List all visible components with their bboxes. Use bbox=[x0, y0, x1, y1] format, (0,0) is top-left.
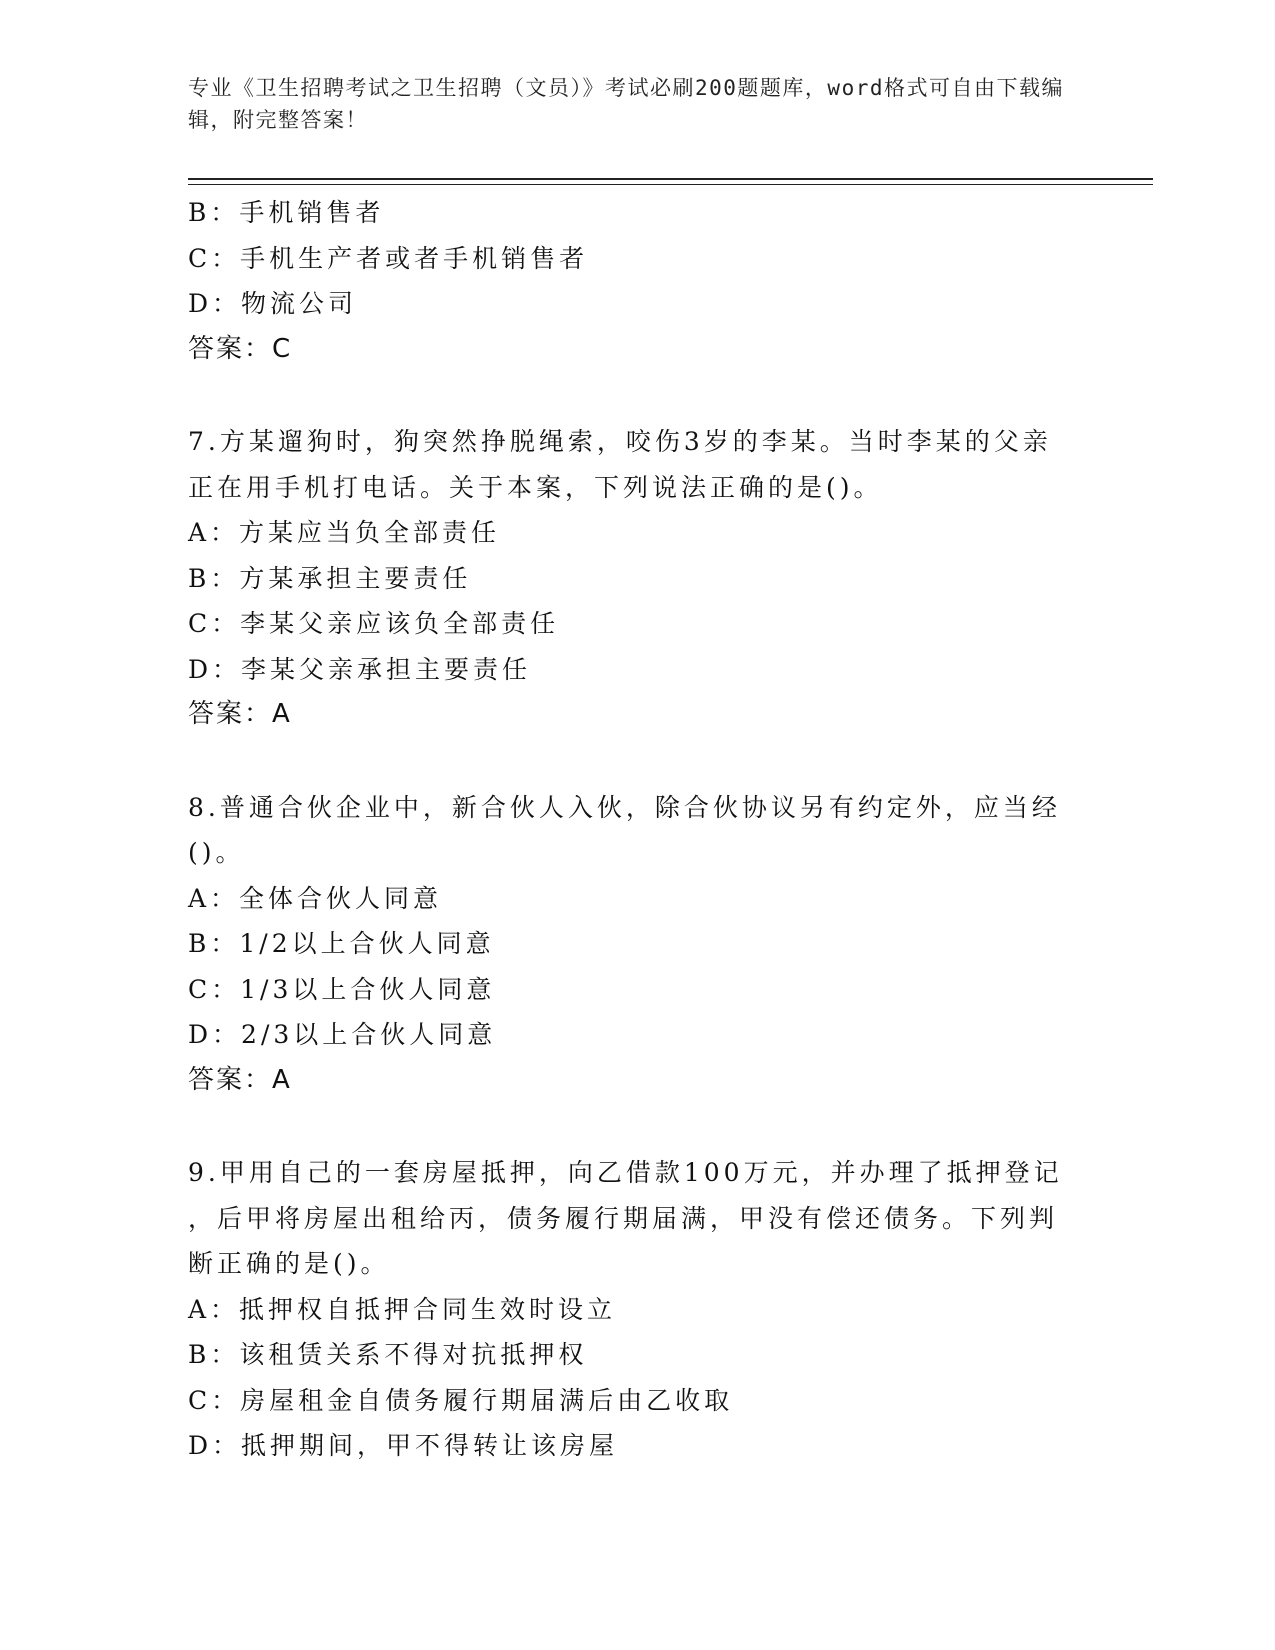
q6-option-c: C：手机生产者或者手机销售者 bbox=[188, 243, 589, 273]
q7-option-c: C：李某父亲应该负全部责任 bbox=[188, 609, 560, 638]
q7-option-d: D：李某父亲承担主要责任 bbox=[188, 654, 532, 684]
header-divider-thin bbox=[188, 184, 1153, 185]
spacer bbox=[188, 372, 1068, 419]
header-divider-thick bbox=[188, 178, 1153, 180]
q9-option-b: B：该租赁关系不得对抗抵押权 bbox=[188, 1340, 588, 1369]
document-header-title: 专业《卫生招聘考试之卫生招聘（文员）》考试必刷200题题库，word格式可自由下载编辑，附完整答案！ bbox=[188, 76, 1064, 132]
question-content bbox=[188, 190, 1068, 1469]
q7-stem-line-2: 正在用手机打电话。关于本案，下列说法正确的是()。 bbox=[188, 472, 883, 502]
question-6 bbox=[188, 190, 1068, 372]
q7-stem-line-1: 7.方某遛狗时，狗突然挣脱绳索，咬伤3岁的李某。当时李某的父亲 bbox=[188, 427, 1052, 456]
q6-option-b: B：手机销售者 bbox=[188, 198, 385, 227]
q8-stem-line-2: ()。 bbox=[188, 838, 245, 867]
q8-option-c: C：1/3以上合伙人同意 bbox=[188, 974, 496, 1004]
q9-option-a: A：抵押权自抵押合同生效时设立 bbox=[188, 1294, 617, 1324]
q9-stem-line-2: ，后甲将房屋出租给丙，债务履行期届满，甲没有偿还债务。下列判 bbox=[188, 1203, 1059, 1233]
q8-option-a: A：全体合伙人同意 bbox=[188, 883, 443, 913]
q7-option-a: A：方某应当负全部责任 bbox=[188, 518, 501, 547]
q6-option-d: D：物流公司 bbox=[188, 289, 358, 318]
question-9 bbox=[188, 1150, 1068, 1469]
spacer bbox=[188, 1103, 1068, 1150]
q8-stem-line-1: 8.普通合伙企业中，新合伙人入伙，除合伙协议另有约定外，应当经 bbox=[188, 792, 1061, 822]
q8-option-b: B：1/2以上合伙人同意 bbox=[188, 929, 495, 958]
question-7 bbox=[188, 419, 1068, 738]
q6-answer: 答案：C bbox=[188, 333, 293, 364]
spacer bbox=[188, 738, 1068, 785]
q7-option-b: B：方某承担主要责任 bbox=[188, 563, 472, 593]
question-8 bbox=[188, 785, 1068, 1104]
q9-option-c: C：房屋租金自债务履行期届满后由乙收取 bbox=[188, 1385, 734, 1415]
q8-option-d: D：2/3以上合伙人同意 bbox=[188, 1020, 497, 1049]
q8-answer: 答案：A bbox=[188, 1064, 292, 1095]
q9-stem-line-1: 9.甲用自己的一套房屋抵押，向乙借款100万元，并办理了抵押登记 bbox=[188, 1158, 1063, 1187]
q9-stem-line-3: 断正确的是()。 bbox=[188, 1249, 390, 1278]
q7-answer: 答案：A bbox=[188, 699, 292, 729]
q9-option-d: D：抵押期间，甲不得转让该房屋 bbox=[188, 1431, 619, 1460]
